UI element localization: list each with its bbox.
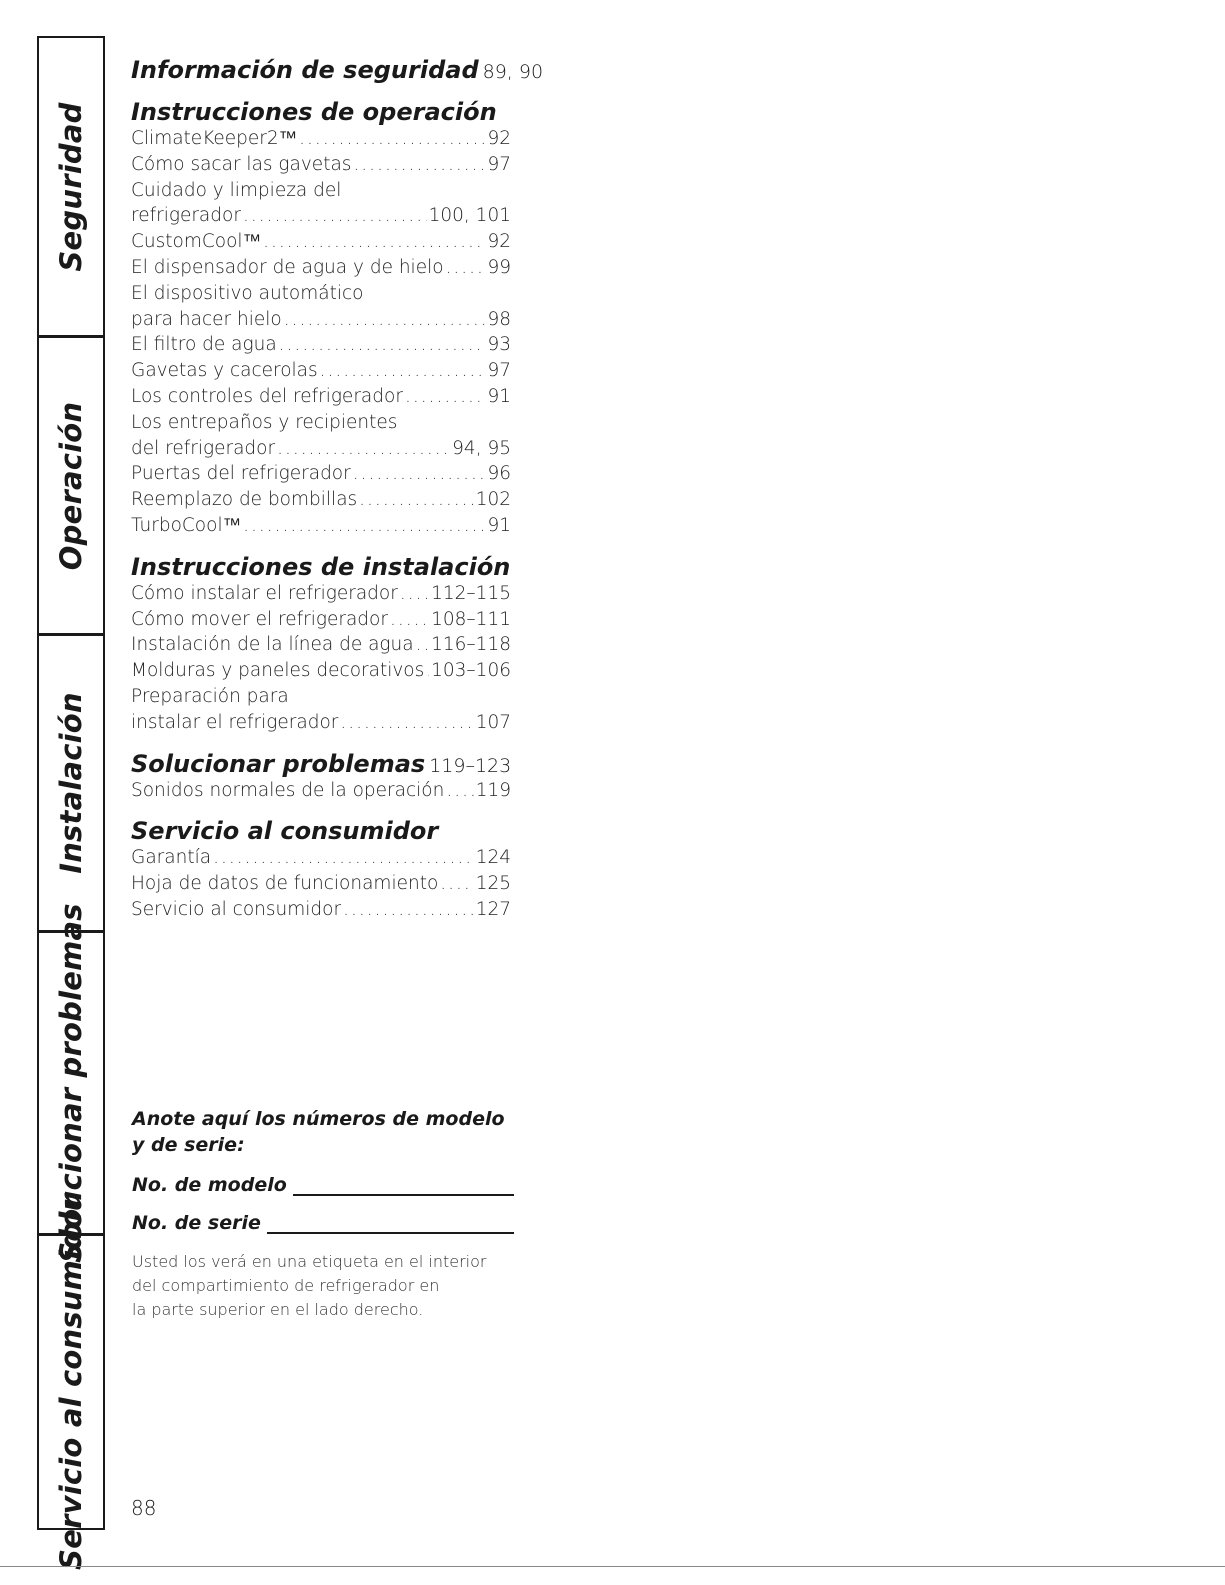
record-prompt-line: Anote aquí los números de modelo xyxy=(132,1108,505,1130)
toc-section-page: 119–123 xyxy=(429,754,512,777)
model-number-line[interactable] xyxy=(293,1172,514,1196)
toc-section-title: Información de seguridad xyxy=(131,56,479,84)
serial-number-label: No. de serie xyxy=(132,1212,261,1234)
toc-entry[interactable] xyxy=(131,436,511,462)
toc-section-heading-row[interactable] xyxy=(131,56,544,84)
toc-entry[interactable] xyxy=(131,487,511,513)
dot-leader xyxy=(359,487,474,513)
toc-entry-page: 102 xyxy=(475,489,511,511)
dot-leader xyxy=(279,332,486,358)
record-note xyxy=(132,1250,514,1322)
record-prompt-line: y de serie: xyxy=(132,1134,245,1156)
record-prompt xyxy=(132,1106,514,1158)
toc-section xyxy=(131,56,544,84)
dot-leader xyxy=(243,513,485,539)
toc-entry-page: 92 xyxy=(487,128,511,149)
dot-leader xyxy=(390,607,429,633)
dot-leader xyxy=(416,632,430,658)
toc-entry[interactable] xyxy=(131,684,511,710)
toc-entry-page: 97 xyxy=(487,360,511,382)
toc-section-title: Instrucciones de instalación xyxy=(131,552,511,581)
toc-entry-page: 108–111 xyxy=(431,608,511,630)
toc-entry-page: 125 xyxy=(475,873,511,895)
record-note-line: Usted los verá en una etiqueta en el interior xyxy=(132,1252,487,1271)
toc-entry-page: 97 xyxy=(487,153,511,175)
toc-entry-label: Cuidado y limpieza del xyxy=(131,179,342,201)
toc-entry-label: TurboCool™ xyxy=(131,514,242,536)
model-number-field[interactable] xyxy=(132,1172,514,1196)
toc-entry-label: Preparación para xyxy=(131,685,289,707)
toc-entry-label: El dispositivo automático xyxy=(131,282,364,304)
toc-entry-page: 91 xyxy=(487,514,511,536)
toc-entry-label: Sonidos normales de la operación xyxy=(131,779,445,801)
toc-entry[interactable] xyxy=(131,632,511,658)
dot-leader xyxy=(243,203,427,229)
dot-leader xyxy=(353,461,486,487)
dot-leader xyxy=(446,778,473,804)
toc-section xyxy=(131,750,511,804)
side-tab-operacion[interactable] xyxy=(39,338,103,636)
toc-entry-page: 100, 101 xyxy=(428,205,511,227)
toc-entry-label: para hacer hielo xyxy=(131,308,282,330)
dot-leader xyxy=(340,710,473,736)
toc-entry-label: ClimateKeeper2™ xyxy=(131,128,298,149)
toc-entry-page: 112–115 xyxy=(431,582,511,604)
toc-entry-label: Los controles del refrigerador xyxy=(131,385,403,407)
record-note-line: del compartimiento de refrigerador en xyxy=(132,1276,440,1295)
model-serial-record xyxy=(132,1106,514,1322)
toc-entry-label: Hoja de datos de funcionamiento xyxy=(131,873,439,895)
dot-leader xyxy=(277,436,450,462)
toc-entry-page: 99 xyxy=(487,256,511,278)
toc-entry[interactable] xyxy=(131,658,511,684)
toc-entry[interactable] xyxy=(131,178,511,204)
toc-entry-label: Molduras y paneles decorativos xyxy=(131,660,425,682)
toc-entry[interactable] xyxy=(131,152,511,178)
side-tab-label: Servicio al consumidor xyxy=(54,1194,88,1570)
dot-leader xyxy=(353,152,485,178)
toc-entry-page: 93 xyxy=(487,334,511,356)
toc-entry-label: instalar el refrigerador xyxy=(131,711,339,733)
dot-leader xyxy=(263,229,485,255)
dot-leader xyxy=(320,358,486,384)
toc-entry[interactable] xyxy=(131,607,511,633)
dot-leader xyxy=(400,581,429,607)
toc-section-title: Solucionar problemas xyxy=(131,749,426,778)
toc-entry[interactable] xyxy=(131,461,511,487)
toc-entry[interactable] xyxy=(131,255,511,281)
side-tab-label: Instalación xyxy=(54,692,88,874)
toc-section-title: Servicio al consumidor xyxy=(131,817,439,846)
toc-entry-page: 92 xyxy=(487,231,511,253)
toc-entry[interactable] xyxy=(131,778,511,804)
model-number-label: No. de modelo xyxy=(132,1174,287,1196)
toc-entry-page: 127 xyxy=(475,898,511,920)
toc-entry-page: 103–106 xyxy=(431,660,511,682)
toc-section-heading-row[interactable] xyxy=(131,98,511,126)
side-tab-label: Solucionar problemas xyxy=(54,903,88,1263)
toc-entry[interactable] xyxy=(131,710,511,736)
dot-leader xyxy=(343,897,474,923)
toc-section-heading-row[interactable] xyxy=(131,817,511,845)
record-note-line: la parte superior en el lado derecho. xyxy=(132,1300,424,1319)
side-tab-strip xyxy=(37,36,105,1570)
toc-entry-page: 98 xyxy=(487,308,511,330)
side-tab-seguridad[interactable] xyxy=(39,38,103,338)
toc-entry-page: 96 xyxy=(487,463,511,485)
toc-section-heading-row[interactable] xyxy=(131,553,511,581)
toc-entry[interactable] xyxy=(131,229,511,255)
toc-entry-label: El filtro de agua xyxy=(131,334,277,356)
toc-entry[interactable] xyxy=(131,126,511,152)
table-of-contents xyxy=(131,56,544,937)
toc-entry[interactable] xyxy=(131,358,511,384)
toc-entry[interactable] xyxy=(131,897,511,923)
dot-leader xyxy=(299,126,485,152)
toc-section xyxy=(131,98,511,539)
toc-entry[interactable] xyxy=(131,384,511,410)
toc-entry[interactable] xyxy=(131,410,511,436)
dot-leader xyxy=(284,307,486,333)
toc-entry-page: 91 xyxy=(487,385,511,407)
toc-section xyxy=(131,817,511,922)
toc-entry[interactable] xyxy=(131,203,511,229)
toc-entry[interactable] xyxy=(131,513,511,539)
side-tab-servicio-al-consumidor[interactable] xyxy=(39,1194,103,1570)
toc-entry-page: 124 xyxy=(475,847,511,869)
side-tab-label: Seguridad xyxy=(54,101,88,272)
side-tab-instalacion[interactable] xyxy=(39,636,103,933)
dot-leader xyxy=(440,871,473,897)
toc-entry-label: refrigerador xyxy=(131,205,241,227)
page-number: 88 xyxy=(131,1496,157,1520)
serial-number-field[interactable] xyxy=(132,1210,514,1234)
toc-entry[interactable] xyxy=(131,581,511,607)
toc-entry-label: Garantía xyxy=(131,847,212,869)
toc-entry-label: Cómo mover el refrigerador xyxy=(131,608,388,630)
toc-section xyxy=(131,553,511,736)
toc-entry-label: del refrigerador xyxy=(131,437,276,459)
dot-leader xyxy=(426,658,429,684)
toc-entry-label: Los entrepaños y recipientes xyxy=(131,411,398,433)
toc-entry-page: 119 xyxy=(475,779,511,801)
toc-entry[interactable] xyxy=(131,281,511,307)
toc-entry-label: CustomCool™ xyxy=(131,231,262,253)
toc-entry-label: Servicio al consumidor xyxy=(131,898,342,920)
toc-entry-label: Reemplazo de bombillas xyxy=(131,489,358,511)
side-tab-label: Operación xyxy=(54,401,88,570)
toc-entry[interactable] xyxy=(131,332,511,358)
toc-entry[interactable] xyxy=(131,307,511,333)
toc-section-heading-row[interactable] xyxy=(131,750,511,778)
toc-entry-label: Puertas del refrigerador xyxy=(131,463,351,485)
dot-leader xyxy=(405,384,486,410)
toc-entry-label: Cómo instalar el refrigerador xyxy=(131,582,398,604)
toc-entry-label: Cómo sacar las gavetas xyxy=(131,153,352,175)
side-tab-solucionar-problemas[interactable] xyxy=(39,903,103,1263)
toc-entry-page: 94, 95 xyxy=(452,437,511,459)
bottom-rule xyxy=(0,1566,1225,1567)
toc-entry-label: Gavetas y cacerolas xyxy=(131,360,318,382)
toc-section-title: Instrucciones de operación xyxy=(131,98,497,126)
dot-leader xyxy=(446,255,486,281)
serial-number-line[interactable] xyxy=(267,1210,514,1234)
toc-entry[interactable] xyxy=(131,871,511,897)
dot-leader xyxy=(213,845,474,871)
toc-entry-label: Instalación de la línea de agua xyxy=(131,634,414,656)
toc-entry[interactable] xyxy=(131,845,511,871)
toc-entry-page: 107 xyxy=(475,711,511,733)
toc-section-page: 89, 90 xyxy=(482,61,544,83)
toc-entry-label: El dispensador de agua y de hielo xyxy=(131,256,444,278)
toc-entry-page: 116–118 xyxy=(431,634,511,656)
